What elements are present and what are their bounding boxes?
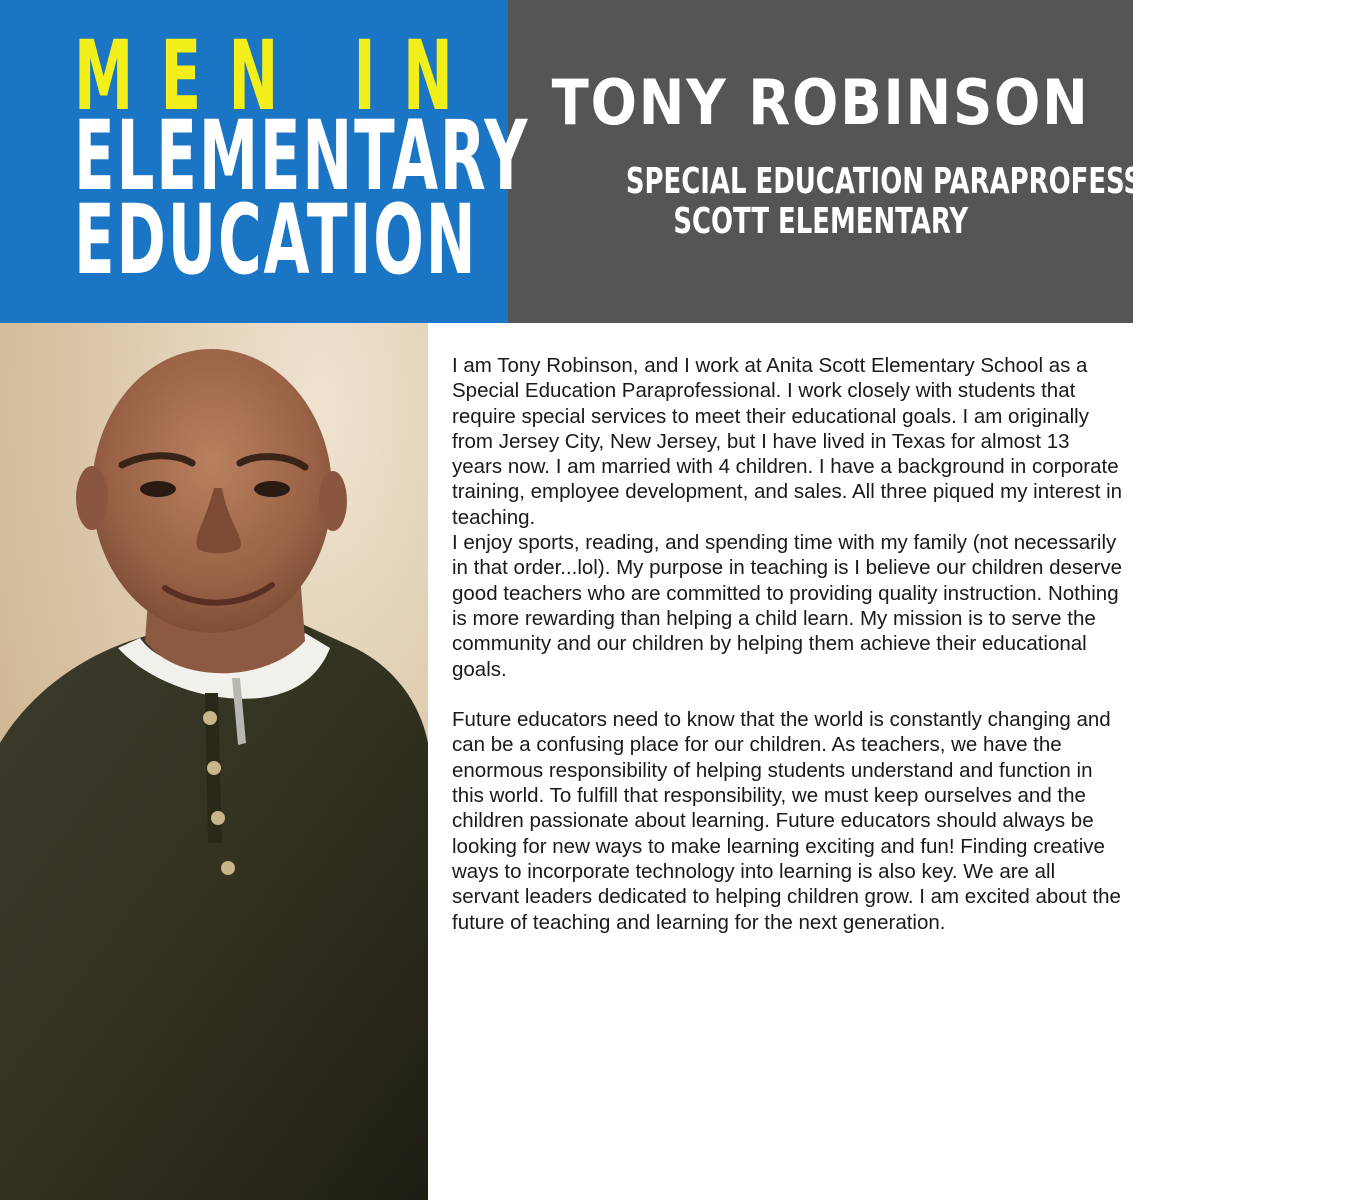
brand-line-elementary: ELEMENTARY xyxy=(74,100,530,212)
paragraph-spacer xyxy=(452,682,1124,707)
bio-paragraph: I am Tony Robinson, and I work at Anita Scott Elementary School as a Special Education Paraprofessional. I work closely with students that require special services to meet their educational goals. I am originally from Jersey City, New Jersey, but I have lived in Texas for almost 13 years now. I am married with 4 children. I have a background in corporate training, employee development, and sales. All three piqued my interest in teaching. xyxy=(452,354,1123,529)
bio-text xyxy=(452,353,1124,935)
bio-paragraph: Future educators need to know that the world is constantly changing and can be a confusing place for our children. As teachers, we have the enormous responsibility of helping students understand and function in this world. To fulfill that responsibility, we must keep ourselves and the children passionate about learning. Future educators should always be looking for new ways to make learning exciting and fun! Finding creative ways to incorporate technology into learning is also key. We are all servant leaders dedicated to helping children grow. I am excited about the future of teaching and learning for the next generation. xyxy=(452,708,1121,934)
job-title: SPECIAL EDUCATION PARAPROFESSIONAL xyxy=(625,161,1233,202)
bio-paragraph: I enjoy sports, reading, and spending time with my family (not necessarily in that order...lol). My purpose in teaching is I believe our children deserve good teachers who are committed to providing quality instruction. Nothing is more rewarding than helping a child learn. My mission is to serve the community and our children by helping them achieve their educational goals. xyxy=(452,531,1123,681)
person-name: TONY ROBINSON xyxy=(551,66,1090,139)
brand-line-education: EDUCATION xyxy=(74,184,478,296)
school-name: SCOTT ELEMENTARY xyxy=(673,201,968,242)
brand-line-men-in: MEN IN xyxy=(74,20,481,132)
portrait-photo xyxy=(0,323,428,1200)
